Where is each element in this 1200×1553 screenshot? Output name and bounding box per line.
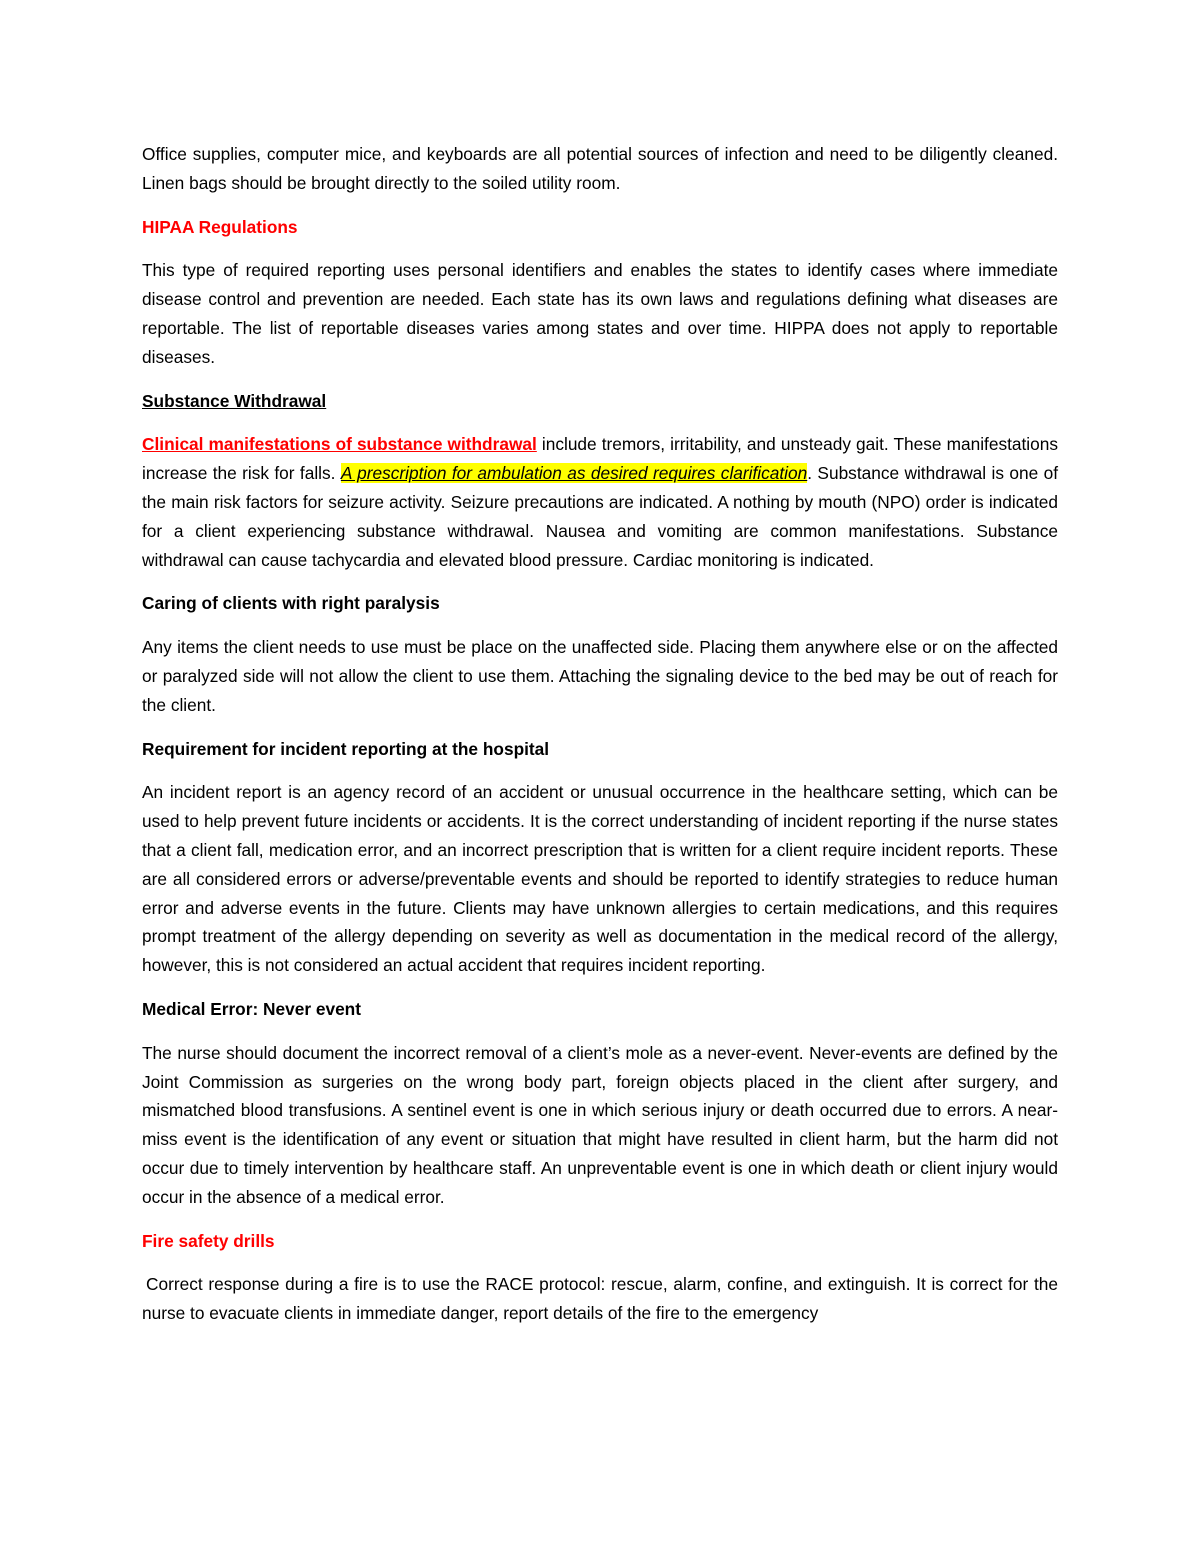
substance-text-2: . Substance withdrawal is one of the main risk factors for seizure activity. Seizure precautions are indicated. A nothing by mouth (NPO) order is indicated for a client experiencing substance withdrawal. Nausea and vomiting are common manifestations. Substance withdrawal can cause tachycardia and elevated blood pressure. Cardiac monitoring is indicated.: [142, 463, 1058, 570]
substance-withdrawal-heading: Substance Withdrawal: [142, 390, 327, 411]
never-event-heading: Medical Error: Never event: [142, 998, 361, 1019]
substance-lead-text: Clinical manifestations of substance withdrawal: [142, 434, 537, 455]
incident-reporting-paragraph: An incident report is an agency record of an accident or unusual occurrence in the healthcare setting, which can be used to help prevent future incidents or accidents. It is the correct understanding of incident reporting if the nurse states that a client fall, medication error, and an incorrect prescription that is written for a client require incident reports. These are all considered errors or adverse/preventable events and should be reported to identify strategies to reduce human error and adverse events in the future. Clients may have unknown allergies to certain medications, and this requires prompt treatment of the allergy depending on severity as well as documentation in the medical record of the allergy, however, this is not considered an actual accident that requires incident reporting.: [142, 782, 1058, 976]
hipaa-heading: HIPAA Regulations: [142, 216, 298, 237]
substance-highlight-text: A prescription for ambulation as desired requires clarification: [340, 463, 808, 484]
substance-text-1: include tremors, irritability, and unsteady gait. These manifestations increase the risk for falls.: [142, 434, 1059, 484]
intro-paragraph: Office supplies, computer mice, and keyboards are all potential sources of infection and need to be diligently cleaned. Linen bags should be brought directly to the soiled utility room.: [142, 144, 1058, 193]
substance-withdrawal-paragraph: [142, 430, 1058, 574]
hipaa-paragraph: This type of required reporting uses personal identifiers and enables the states to identify cases where immediate disease control and prevention are needed. Each state has its own laws and regulations defining what diseases are reportable. The list of reportable diseases varies among states and over time. HIPPA does not apply to reportable diseases.: [142, 260, 1058, 367]
paralysis-heading: Caring of clients with right paralysis: [142, 593, 440, 614]
fire-safety-heading: Fire safety drills: [142, 1230, 275, 1251]
never-event-paragraph: The nurse should document the incorrect removal of a client’s mole as a never-event. Never-events are defined by the Joint Commission as surgeries on the wrong body part, foreign objects placed in the client after surgery, and mismatched blood transfusions. A sentinel event is one in which serious injury or death occurred due to errors. A near-miss event is the identification of any event or situation that might have resulted in client harm, but the harm did not occur due to timely intervention by healthcare staff. An unpreventable event is one in which death or client injury would occur in the absence of a medical error.: [142, 1042, 1058, 1207]
incident-reporting-heading: Requirement for incident reporting at the hospital: [142, 738, 550, 759]
paralysis-paragraph: Any items the client needs to use must be place on the unaffected side. Placing them anywhere else or on the affected or paralyzed side will not allow the client to use them. Attaching the signaling device to the bed may be out of reach for the client.: [142, 637, 1058, 715]
fire-safety-paragraph: Correct response during a fire is to use the RACE protocol: rescue, alarm, confine, and extinguish. It is correct for the nurse to evacuate clients in immediate danger, report details of the fire to the emergency: [142, 1274, 1058, 1324]
document-page: [142, 140, 1058, 1343]
